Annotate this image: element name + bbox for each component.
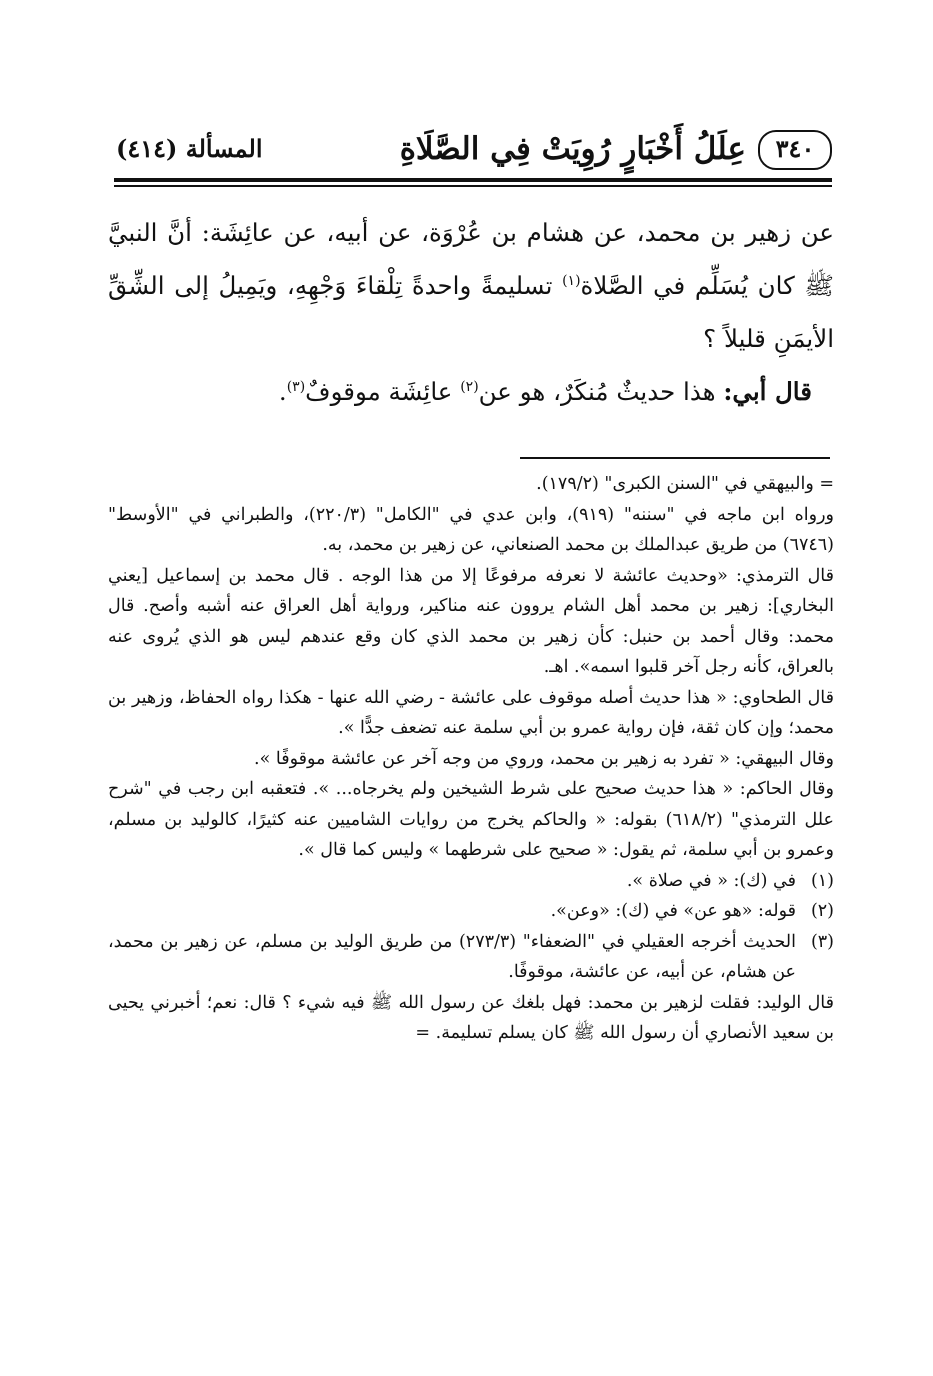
footnote-text: قوله: «هو عن» في (ك): «وعن». (550, 901, 796, 921)
footnote-2 (108, 896, 834, 927)
footnote-number: (٣) (810, 931, 834, 952)
footnote-ref-1: (١) (562, 272, 581, 289)
note-paragraph: قال الطحاوي: « هذا حديث أصله موقوف على عائشة - رضي الله عنها - هكذا رواه الحفاظ، وزهير بن محمد؛ وإن كان ثقة، فإن رواية عمرو بن أبي سلمة عنه تضعف جدًّا ». (108, 687, 834, 738)
footnote-number: (١) (810, 870, 834, 891)
footnotes (108, 469, 834, 1049)
footnote-text: في (ك): « في صلاة ». (626, 870, 796, 891)
hadith-line-1: عن زهير بن محمد، عن هشام بن عُرْوَة، عن أبيه، عن عائِشَة: أنَّ (167, 218, 834, 247)
book-title: عِلَلُ أَخْبَارٍ رُوِيَتْ فِي الصَّلَاةِ (399, 131, 746, 167)
main-text (108, 206, 834, 418)
footnote-3 (108, 927, 834, 988)
footnote-1 (108, 866, 834, 897)
hadith-line-2a: النبيَّ ﷺ كان يُسَلِّم في الصَّلاة (108, 218, 834, 300)
note-paragraph: ورواه ابن ماجه في "سننه" (٩١٩)، وابن عدي في "الكامل" (٢٢٠/٣)، والطبراني في "الأوسط" (٦٧٤٦) من طريق عبدالملك بن محمد الصنعاني، عن زهير بن محمد، به. (108, 504, 834, 555)
footnote-ref-2: (٢) (460, 378, 479, 395)
footnote-separator (520, 457, 830, 459)
note-paragraph: وقال البيهقي: « تفرد به زهير بن محمد، وروي من وجه آخر عن عائشة موقوفًا ». (254, 748, 834, 769)
note-paragraph: قال الوليد: فقلت لزهير بن محمد: فهل بلغك عن رسول الله ﷺ فيه شيء ؟ قال: نعم؛ أخبرني يحيى بن سعيد الأنصاري أن رسول الله ﷺ كان يسلم تسليمة. = (108, 992, 834, 1043)
note-paragraph: وقال الحاكم: « هذا حديث صحيح على شرط الشيخين ولم يخرجاه... ». فتعقبه ابن رجب في "شرح علل الترمذي" (٦١٨/٢) بقوله: « والحاكم يخرج من روايات الشاميين عنه كثيرًا، كالوليد بن مسلم، وعمرو بن أبي سلمة، ثم يقول: « صحيح على شرطهما » وليس كما قال ». (108, 779, 834, 860)
verdict-end: . (278, 377, 287, 406)
hadith-line-3: إلى الشِّقِّ الأيمَنِ قليلاً ؟ (108, 271, 834, 353)
issue-number: المسألة (٤١٤) (116, 134, 263, 163)
header-rule-thin (114, 185, 832, 187)
footnote-ref-3: (٣) (286, 378, 306, 395)
footnote-number: (٢) (810, 901, 834, 921)
verdict-text-b: عائِشَة موقوفٌ (305, 377, 461, 406)
header-rule-thick (114, 178, 832, 182)
verdict-label: قال أبي: (723, 377, 812, 406)
hadith-text (108, 206, 834, 365)
note-paragraph: قال الترمذي: «وحديث عائشة لا نعرفه مرفوعًا إلا من هذا الوجه . قال محمد بن إسماعيل [يعني البخاري]: زهير بن محمد أهل الشام يروون عنه مناكير، ورواية أهل العراق عنه أشبه وأصح. قال محمد: وقال أحمد بن حنبل: كأن زهير بن محمد الذي كان وقع عندهم ليس هو الذي يُروى عنه بالعراق، كأنه رجل آخر قلبوا اسمه». اهـ. (108, 565, 834, 677)
hadith-line-2b: تسليمةً واحدةً تِلْقاءَ وَجْهِهِ، ويَمِيلُ (218, 271, 563, 300)
note-continuation: = والبيهقي في "السنن الكبرى" (١٧٩/٢). (536, 474, 834, 494)
abu-hatim-verdict (108, 365, 834, 418)
page-number: ٣٤٠ (758, 130, 832, 170)
running-header (110, 128, 832, 172)
verdict-text-a: هذا حديثٌ مُنكَرٌ، هو عن (478, 377, 724, 406)
footnote-text: الحديث أخرجه العقيلي في "الضعفاء" (٢٧٣/٣) من طريق الوليد بن مسلم، عن زهير بن محمد، عن هشام، عن أبيه، عن عائشة، موقوفًا. (108, 931, 796, 982)
